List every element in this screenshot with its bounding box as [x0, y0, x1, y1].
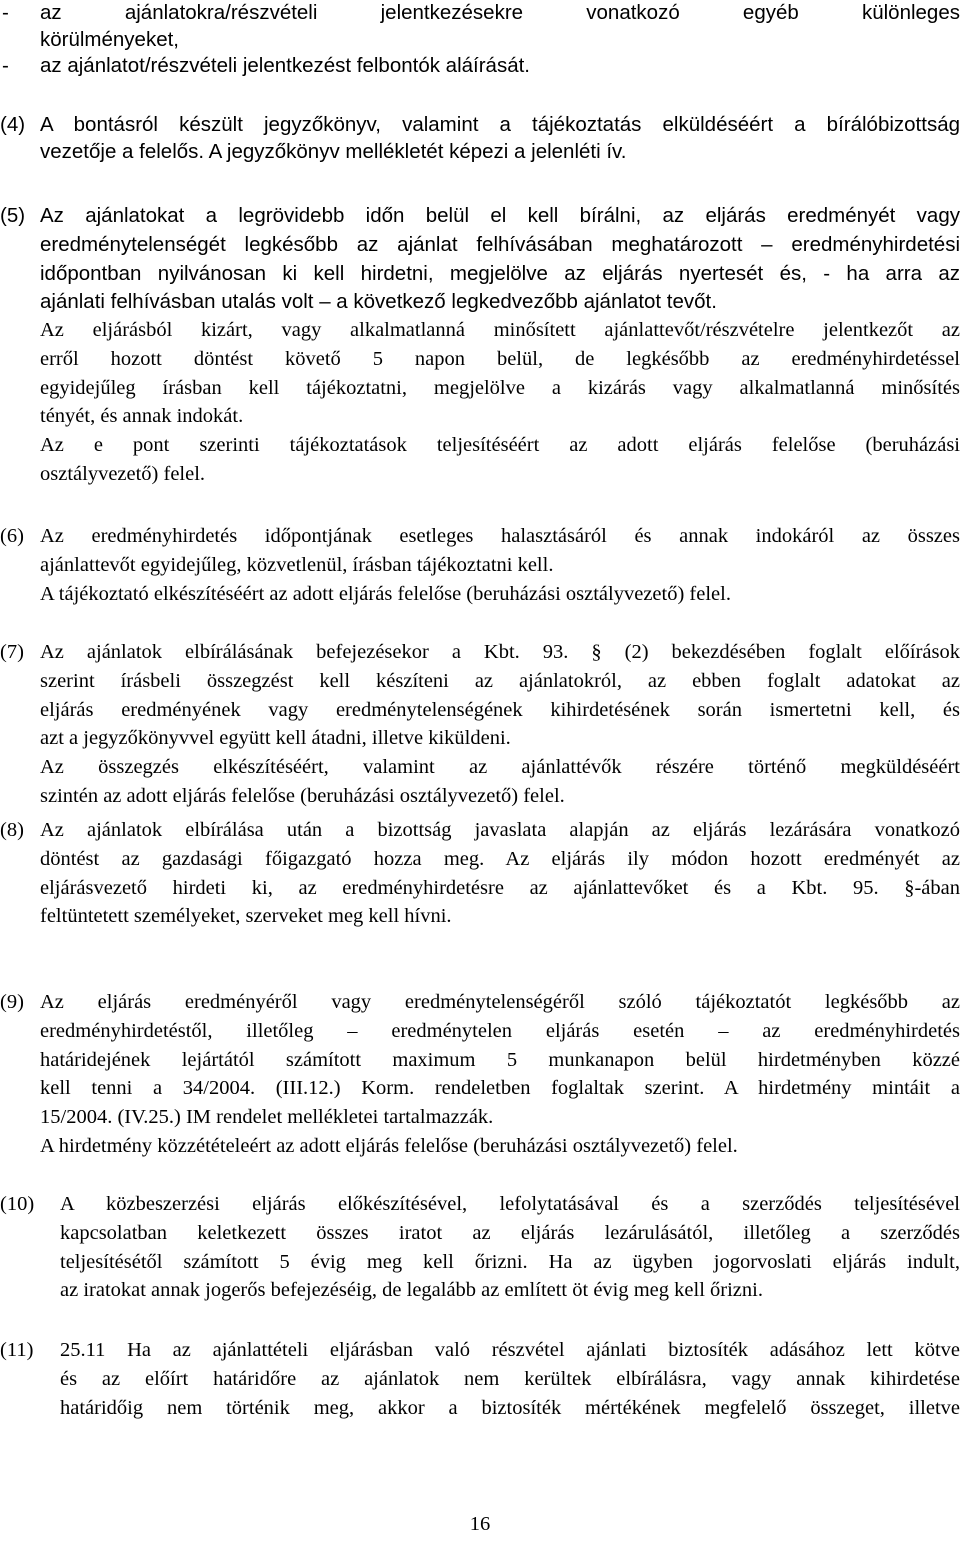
text-line: az ajánlatokra/részvételi jelentkezésekre vonatkozó egyéb különleges	[40, 1, 960, 24]
section-10	[0, 1190, 960, 1305]
text-line: az ajánlatot/részvételi jelentkezést felbontók aláírását.	[40, 54, 530, 77]
text-line: Az e pont szerinti tájékoztatások teljesítéséért az adott eljárás felelőse (beruházási	[40, 434, 960, 457]
section-number: (6)	[0, 525, 30, 547]
section-5	[0, 202, 960, 317]
section-8	[0, 816, 960, 931]
text-line: A hirdetmény közzétételeért az adott eljárás felelőse (beruházási osztályvezető) felel.	[40, 1134, 738, 1157]
text-line: határidőig nem történik meg, akkor a biztosíték mértékének megfelelő összeget, illetve	[60, 1396, 960, 1419]
text-line: döntést az gazdasági főigazgató hozza meg. Az eljárás ily módon hozott eredményét az	[40, 847, 960, 870]
text-line: és az előírt határidőre az ajánlatok nem kerültek elbírálásra, vagy annak kihirdetése	[60, 1367, 960, 1390]
section-11	[0, 1336, 960, 1422]
text-line: Az eredményhirdetés időpontjának esetleges halasztásáról és annak indokáról az összes	[40, 525, 960, 547]
intro-bullet-list	[0, 0, 960, 80]
section-number: (7)	[0, 641, 30, 663]
section-6	[0, 522, 960, 608]
text-line: eljárásvezető hirdeti ki, az eredményhirdetésre az ajánlattevőket és a Kbt. 95. §-ában	[40, 876, 960, 899]
text-line: azt a jegyzőkönyvvel együtt kell átadni, illetve kiküldeni.	[40, 727, 511, 750]
text-line: Az ajánlatok elbírálása után a bizottság javaslata alapján az eljárás lezárására vonatkozó	[40, 819, 960, 841]
list-item	[0, 0, 960, 53]
text-line: Az ajánlatok elbírálásának befejezésekor a Kbt. 93. § (2) bekezdésében foglalt előírások	[40, 641, 960, 663]
text-line: körülményeket,	[40, 27, 180, 51]
section-7	[0, 638, 960, 811]
text-line: egyidejűleg írásban kell tájékoztatni, megjelölve a kizárás vagy alkalmatlanná minősítés	[40, 376, 960, 399]
text-line: A tájékoztató elkészítéséért az adott eljárás felelőse (beruházási osztályvezető) felel.	[40, 582, 731, 605]
text-line: A közbeszerzési eljárás előkészítésével, lefolytatásával és a szerződés teljesítésével	[60, 1193, 960, 1215]
text-line: az iratokat annak jogerős befejezéséig, de legalább az említett öt évig meg kell őrizni.	[60, 1279, 763, 1302]
list-item	[0, 53, 960, 80]
text-line: szerint írásbeli összegzést kell készíteni az ajánlatokról, az ebben foglalt adatokat az	[40, 669, 960, 692]
text-line: tényét, és annak indokát.	[40, 405, 244, 428]
text-line: eredményhirdetéstől, illetőleg – eredménytelen eljárás esetén – az eredményhirdetés	[40, 1019, 960, 1042]
text-line: szintén az adott eljárás felelőse (beruházási osztályvezető) felel.	[40, 784, 565, 807]
text-line: kapcsolatban keletkezett összes iratot az eljárás lezárulásától, illetőleg a szerződés	[60, 1221, 960, 1244]
section-9	[0, 988, 960, 1161]
section-number: (9)	[0, 991, 30, 1013]
text-line: A bontásról készült jegyzőkönyv, valamint a tájékoztatás elküldéséért a bírálóbizottság	[40, 113, 960, 136]
text-line: Az összegzés elkészítéséért, valamint az ajánlattévők részére történő megküldéséért	[40, 756, 960, 779]
section-4	[0, 112, 960, 165]
text-line: eredménytelenségét legkésőbb az ajánlat felhívásában meghatározott – eredményhirdetési	[40, 232, 960, 256]
section-number: (11)	[0, 1339, 39, 1361]
text-line: határidejének lejártától számított maximum 5 munkanapon belül hirdetményben közzé	[40, 1048, 960, 1071]
text-line: Az eljárásból kizárt, vagy alkalmatlanná minősített ajánlattevőt/részvételre jelentkezőt az	[40, 319, 960, 341]
text-line: teljesítésétől számított 5 évig meg kell őrizni. Ha az ügyben jogorvoslati eljárás indult,	[60, 1250, 960, 1273]
section-number: (5)	[0, 204, 31, 227]
text-line: Az eljárás eredményéről vagy eredménytelenségéről szóló tájékoztatót legkésőbb az	[40, 991, 960, 1013]
text-line: osztályvezető) felel.	[40, 462, 206, 485]
text-line: ajánlati felhívásban utalás volt – a következő legkedvezőbb ajánlatot tevőt.	[40, 290, 717, 314]
text-line: Az ajánlatokat a legrövidebb időn belül el kell bírálni, az eljárás eredményét vagy	[40, 204, 960, 227]
text-line: erről hozott döntést követő 5 napon belül, de legkésőbb az eredményhirdetéssel	[40, 347, 960, 370]
section-number: (10)	[0, 1193, 40, 1215]
text-line: ajánlattevőt egyidejűleg, közvetlenül, írásban tájékoztatni kell.	[40, 553, 554, 576]
text-line: vezetője a felelős. A jegyzőkönyv mellékletét képezi a jelenléti ív.	[40, 139, 627, 163]
section-number: (4)	[0, 113, 31, 136]
text-line: kell tenni a 34/2004. (III.12.) Korm. rendeletben foglaltak szerint. A hirdetmény mintáit a	[40, 1077, 960, 1100]
bullet-dash: -	[2, 54, 9, 77]
text-line: feltüntetett személyeket, szerveket meg kell hívni.	[40, 905, 452, 928]
text-line: eljárás eredményének vagy eredménytelenségének kihirdetésének során ismertetni kell, és	[40, 698, 960, 721]
text-line: időpontban nyilvánosan ki kell hirdetni, megjelölve az eljárás nyertesét és, - ha arra az	[40, 261, 960, 285]
section-number: (8)	[0, 819, 30, 841]
section-5-paragraph-2	[0, 316, 960, 489]
bullet-dash: -	[2, 1, 9, 24]
page-number: 16	[469, 1513, 491, 1535]
text-line: 25.11 Ha az ajánlattételi eljárásban való részvétel ajánlati biztosíték adásához lett kötve	[60, 1339, 960, 1361]
text-line: 15/2004. (IV.25.) IM rendelet mellékletei tartalmazzák.	[40, 1106, 494, 1129]
